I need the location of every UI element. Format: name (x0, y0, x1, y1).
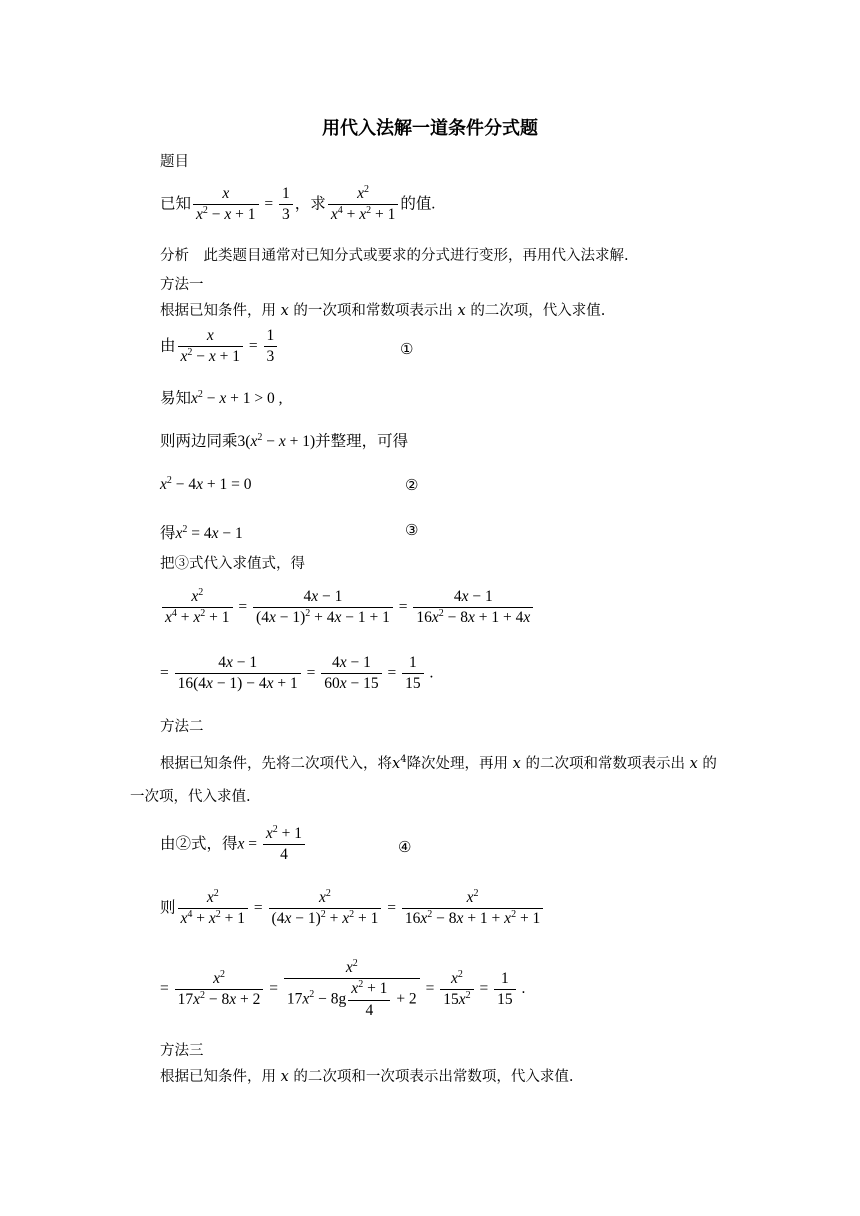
multiply-line: 则两边同乘$3(x^2 - x + 1)$并整理，可得 (160, 431, 409, 450)
equation-2: $x^2 - 4x + 1 = 0$ (160, 474, 252, 493)
equation-4: 由②式，得x = $\frac{x^2 + 1}{4}$ (160, 826, 307, 864)
substitute-line: 把③式代入求值式，得 (160, 556, 305, 572)
equation-mark-1: ① (400, 340, 414, 358)
method1-intro: 根据已知条件，用 x 的一次项和常数项表示出 x 的二次项，代入求值. (160, 303, 606, 319)
easy-know-line: 易知$x^2 - x + 1 > 0$ , (160, 388, 283, 407)
problem-statement: 已知 $\frac{x}{x^2 - x + 1}$ = $\frac{1}{3}$ ，求 $\frac{x^2}{x^4 + x^2 + 1}$ 的值. (160, 183, 436, 224)
equation-mark-2: ② (405, 476, 419, 494)
problem-label: 题目 (160, 154, 189, 170)
page-title: 用代入法解一道条件分式题 (322, 118, 538, 139)
method3-heading: 方法三 (160, 1043, 204, 1059)
problem-prefix: 已知 (160, 195, 192, 213)
equation-mark-3: ③ (405, 521, 419, 539)
method1-heading: 方法一 (160, 277, 204, 293)
method2-heading: 方法二 (160, 719, 204, 735)
method1-calc-2: = $\frac{4x - 1}{16(4x - 1) - 4x + 1}$ = $\frac{4x - 1}{60x - 15}$ = $\frac{1}{15}$ . (160, 654, 434, 693)
problem-mid: ，求 (294, 195, 326, 213)
analysis-text: 分析 此类题目通常对已知分式或要求的分式进行变形，再用代入法求解. (160, 248, 629, 264)
method2-calc-1: 则 $\frac{x^2}{x^4 + x^2 + 1}$ = $\frac{x^2}{(4x - 1)^2 + x^2 + 1}$ = $\frac{x^2}{16x^2 - 8x + 1 + x^2 + 1}$ (160, 890, 545, 928)
problem-suffix: 的值. (400, 195, 436, 213)
equation-mark-4: ④ (398, 838, 412, 856)
method3-intro: 根据已知条件，用 x 的二次项和一次项表示出常数项，代入求值. (160, 1069, 574, 1085)
method2-line-2: 一次项，代入求值. (130, 789, 251, 805)
method1-calc-1: $\frac{x^2}{x^4 + x^2 + 1}$ = $\frac{4x - 1}{(4x - 1)^2 + 4x - 1 + 1}$ = $\frac{4x - 1}{16x^2 - 8x + 1 + 4x}$ (160, 589, 535, 627)
method2-line-1: 根据已知条件，先将二次项代入，将$x^4$降次处理，再用 x 的二次项和常数项表示出 x 的 (160, 754, 717, 772)
method2-calc-2: = $\frac{x^2}{17x^2 - 8x + 2}$ = $x^2$ $17x^2 - 8g$ $\frac{x^2 + 1}{4}$ + 2 = $\frac{x^2}{15x^2}$ = $\frac{1}{15}$ . (160, 957, 526, 1019)
equation-3: 得$x^2 = 4x - 1$ (160, 523, 243, 542)
equation-1: 由 $\frac{x}{x^2 - x + 1}$ = $\frac{1}{3}$ (160, 328, 279, 366)
